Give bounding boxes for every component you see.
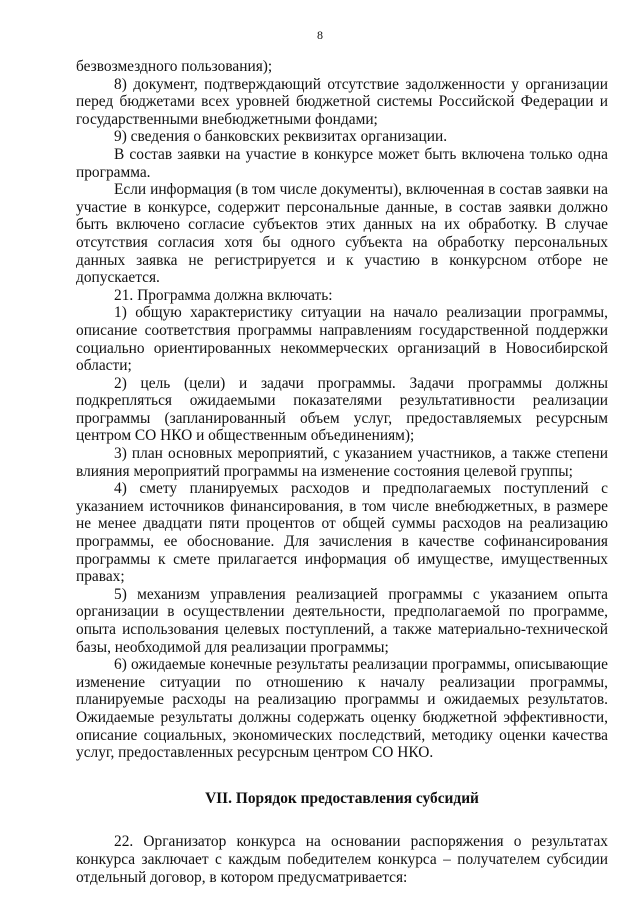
paragraph: 6) ожидаемые конечные результаты реализации программы, описывающие изменение ситуации по отношению к началу реализации программы, планируемые расходы на реализацию программы и ожидаемых результатов. Ожидаемые результаты должны содержать оценку бюджетной эффективности, описание социальных, экономических последствий, методику оценки качества услуг, предоставленных ресурсным центром СО НКО. — [76, 656, 608, 762]
paragraph: 22. Организатор конкурса на основании распоряжения о результатах конкурса заключает с каждым победителем конкурса – получателем субсидии отдельный договор, в котором предусматривается: — [76, 833, 608, 886]
paragraph: 1) общую характеристику ситуации на начало реализации программы, описание соответствия программы направлениям государственной поддержки социально ориентированных некоммерческих организаций в Новосибирской области; — [76, 304, 608, 375]
paragraph: В состав заявки на участие в конкурсе может быть включена только одна программа. — [76, 145, 608, 181]
paragraph: безвозмездного пользования); — [76, 58, 273, 75]
paragraph: 2) цель (цели) и задачи программы. Задачи программы должны подкрепляться ожидаемыми показателями результативности реализации программы (запланированный объем услуг, предоставляемых ресурсным центром СО НКО и общественным объединениям); — [76, 374, 608, 445]
paragraph: 4) смету планируемых расходов и предполагаемых поступлений с указанием источников финансирования, в том числе внебюджетных, в размере не менее двадцати пяти процентов от общей суммы расходов на реализацию программы, ее обоснование. Для зачисления в качестве софинансирования программы к смете прилагается информация об имуществе, имущественных правах; — [76, 480, 608, 586]
paragraph: Если информация (в том числе документы), включенная в состав заявки на участие в конкурсе, содержит персональные данные, в состав заявки должно быть включено согласие субъектов этих данных на их обработку. В случае отсутствия согласия хотя бы одного субъекта на обработку персональных данных заявка не регистрируется и к участию в конкурсном отборе не допускается. — [76, 181, 608, 287]
paragraph: 3) план основных мероприятий, с указанием участников, а также степени влияния мероприятий программы на изменение состояния целевой группы; — [76, 445, 608, 480]
paragraph: 8) документ, подтверждающий отсутствие задолженности у организации перед бюджетами всех уровней бюджетной системы Российской Федерации и государственными внебюджетными фондами; — [76, 75, 608, 128]
paragraphs-before-heading — [76, 58, 608, 762]
paragraph: 21. Программа должна включать: — [114, 286, 333, 304]
paragraphs-after-heading — [76, 833, 608, 886]
section-heading: VII. Порядок предоставления субсидий — [205, 789, 479, 807]
page-number: 8 — [317, 28, 323, 42]
paragraph: 5) механизм управления реализацией программы с указанием опыта организации в осуществлении деятельности, предполагаемой по программе, опыта использования целевых поступлений, а также материально-технической базы, необходимой для реализации программы; — [76, 585, 608, 656]
paragraph: 9) сведения о банковских реквизитах организации. — [114, 128, 448, 146]
document-body — [76, 58, 608, 886]
